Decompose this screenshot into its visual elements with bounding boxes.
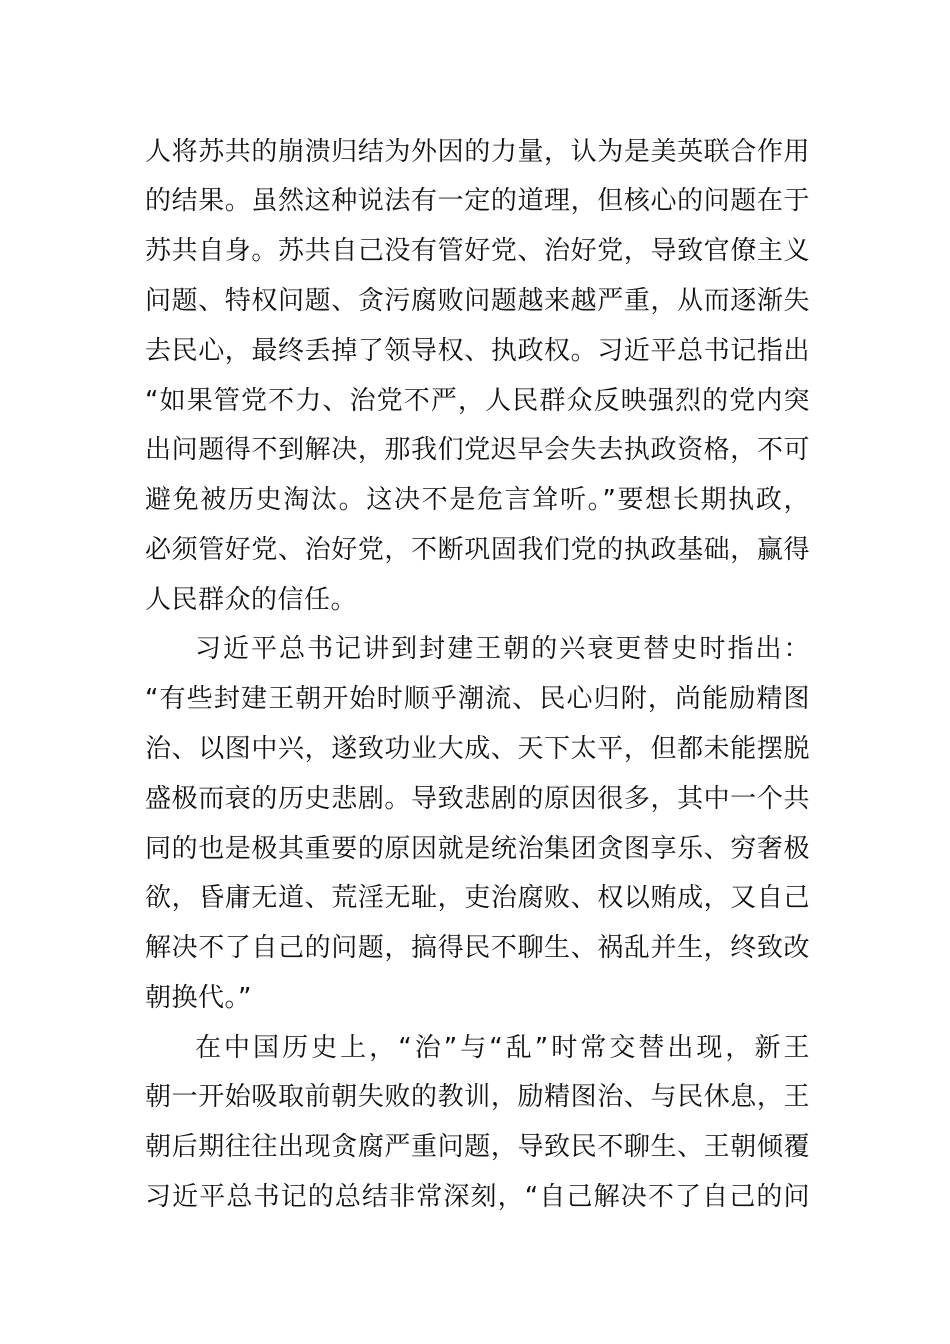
text-line: 去民心，最终丢掉了领导权、执政权。习近平总书记指出 xyxy=(145,336,810,366)
text-line: 人将苏共的崩溃归结为外因的力量，认为是美英联合作用 xyxy=(145,137,810,167)
text-line: “如果管党不力、治党不严，人民群众反映强烈的党内突 xyxy=(145,386,810,416)
text-line: 问题、特权问题、贪污腐败问题越来越严重，从而逐渐失 xyxy=(145,286,810,316)
text-line: 治、以图中兴，遂致功业大成、天下太平，但都未能摆脱 xyxy=(145,734,810,764)
text-line: 必须管好党、治好党，不断巩固我们党的执政基础，赢得 xyxy=(145,535,810,565)
text-line: 欲，昏庸无道、荒淫无耻，吏治腐败、权以贿成，又自己 xyxy=(145,883,810,913)
paragraph-first-line: 在中国历史上，“治”与“乱”时常交替出现，新王 xyxy=(195,1033,810,1063)
text-line: 朝后期往往出现贪腐严重问题，导致民不聊生、王朝倾覆 xyxy=(145,1132,810,1162)
text-line: 避免被历史淘汰。这决不是危言耸听。”要想长期执政， xyxy=(145,485,810,515)
text-line: “有些封建王朝开始时顺乎潮流、民心归附，尚能励精图 xyxy=(145,684,810,714)
text-line: 朝一开始吸取前朝失败的教训，励精图治、与民休息，王 xyxy=(145,1082,810,1112)
text-line: 苏共自身。苏共自己没有管好党、治好党，导致官僚主义 xyxy=(145,236,810,266)
text-line: 解决不了自己的问题，搞得民不聊生、祸乱并生，终致改 xyxy=(145,933,810,963)
text-line: 的结果。虽然这种说法有一定的道理，但核心的问题在于 xyxy=(145,186,810,216)
text-line: 同的也是极其重要的原因就是统治集团贪图享乐、穷奢极 xyxy=(145,834,810,864)
paragraph-first-line: 习近平总书记讲到封建王朝的兴衰更替史时指出： xyxy=(195,634,810,664)
text-line: 出问题得不到解决，那我们党迟早会失去执政资格，不可 xyxy=(145,435,810,465)
text-line: 习近平总书记的总结非常深刻，“自己解决不了自己的问 xyxy=(145,1182,810,1212)
text-line: 人民群众的信任。 xyxy=(145,585,358,615)
text-line: 盛极而衰的历史悲剧。导致悲剧的原因很多，其中一个共 xyxy=(145,784,810,814)
text-line: 朝换代。” xyxy=(145,983,252,1013)
